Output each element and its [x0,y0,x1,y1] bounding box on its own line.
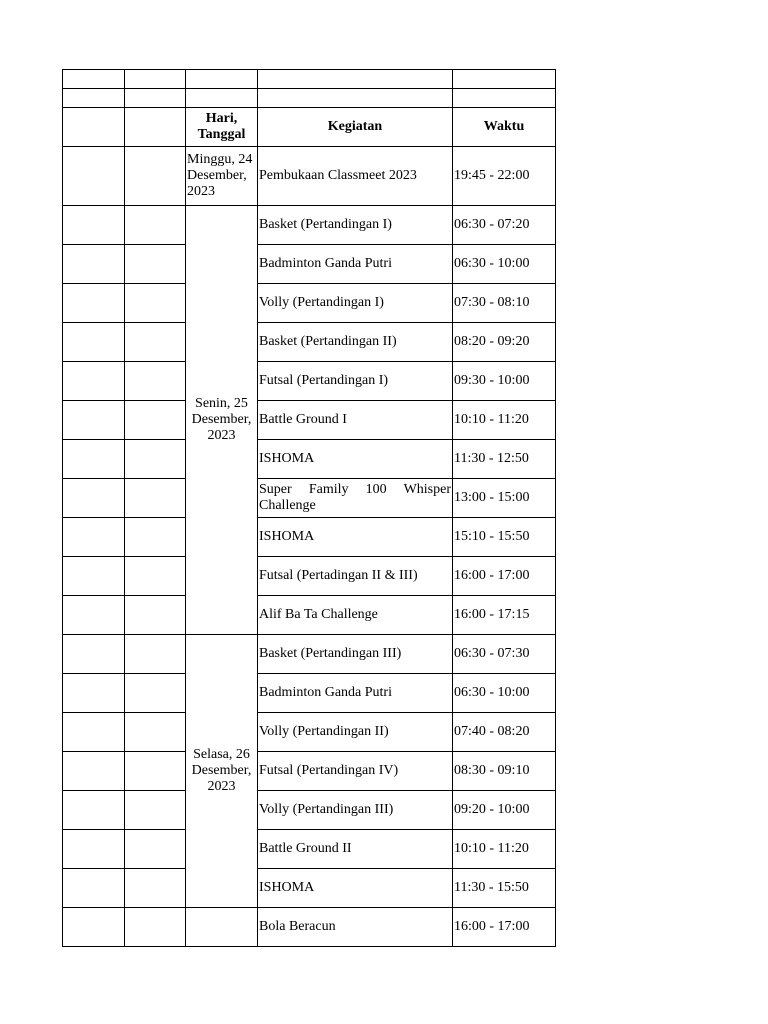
header-row [63,108,556,147]
empty-cell [125,869,186,908]
empty-cell [258,89,453,108]
empty-cell [63,752,125,791]
waktu-cell: 16:00 - 17:00 [453,908,556,947]
empty-cell [125,635,186,674]
kegiatan-cell: Badminton Ganda Putri [258,674,453,713]
header-waktu: Waktu [453,108,556,147]
waktu-cell: 15:10 - 15:50 [453,518,556,557]
empty-cell [258,70,453,89]
empty-cell [125,440,186,479]
empty-cell [453,70,556,89]
kegiatan-cell: Futsal (Pertandingan I) [258,362,453,401]
empty-cell [125,908,186,947]
waktu-cell: 08:30 - 09:10 [453,752,556,791]
waktu-cell: 07:30 - 08:10 [453,284,556,323]
table-row [63,440,556,479]
table-row [63,635,556,674]
waktu-cell: 11:30 - 15:50 [453,869,556,908]
empty-cell [63,518,125,557]
date-cell: Minggu, 24 Desember, 2023 [186,147,258,206]
empty-cell [63,206,125,245]
kegiatan-cell: Alif Ba Ta Challenge [258,596,453,635]
empty-cell [453,89,556,108]
table-row [63,245,556,284]
empty-cell [63,440,125,479]
empty-cell [186,89,258,108]
empty-cell [63,284,125,323]
empty-cell [125,752,186,791]
date-cell [186,908,258,947]
kegiatan-cell: Basket (Pertandingan II) [258,323,453,362]
empty-cell [125,479,186,518]
table-row [63,284,556,323]
table-row [63,713,556,752]
table-row [63,596,556,635]
table-row [63,791,556,830]
waktu-cell: 08:20 - 09:20 [453,323,556,362]
waktu-cell: 13:00 - 15:00 [453,479,556,518]
kegiatan-cell: Volly (Pertandingan II) [258,713,453,752]
table-row [63,479,556,518]
waktu-cell: 16:00 - 17:15 [453,596,556,635]
schedule-table [62,69,556,947]
empty-cell [63,635,125,674]
kegiatan-cell: Battle Ground II [258,830,453,869]
empty-cell [63,401,125,440]
empty-cell [63,908,125,947]
empty-cell [125,791,186,830]
empty-cell [125,674,186,713]
waktu-cell: 06:30 - 07:20 [453,206,556,245]
waktu-cell: 10:10 - 11:20 [453,830,556,869]
empty-cell [125,245,186,284]
waktu-cell: 09:30 - 10:00 [453,362,556,401]
kegiatan-cell: Basket (Pertandingan III) [258,635,453,674]
empty-cell [125,557,186,596]
date-cell: Selasa, 26 Desember, 2023 [186,635,258,908]
table-row [63,362,556,401]
table-row [63,206,556,245]
empty-cell [63,323,125,362]
kegiatan-cell: ISHOMA [258,440,453,479]
kegiatan-cell: Futsal (Pertandingan IV) [258,752,453,791]
schedule-body [63,70,556,947]
kegiatan-cell: Badminton Ganda Putri [258,245,453,284]
empty-cell [125,596,186,635]
empty-row [63,70,556,89]
empty-cell [125,518,186,557]
empty-cell [125,206,186,245]
empty-cell [63,479,125,518]
empty-cell [125,70,186,89]
waktu-cell: 06:30 - 07:30 [453,635,556,674]
table-row [63,557,556,596]
table-row [63,518,556,557]
waktu-cell: 07:40 - 08:20 [453,713,556,752]
empty-cell [63,557,125,596]
table-row [63,674,556,713]
table-row [63,830,556,869]
empty-cell [63,674,125,713]
table-row [63,401,556,440]
empty-cell [125,89,186,108]
empty-cell [63,869,125,908]
empty-cell [186,70,258,89]
empty-cell [125,284,186,323]
date-cell: Senin, 25 Desember, 2023 [186,206,258,635]
waktu-cell: 06:30 - 10:00 [453,674,556,713]
empty-cell [63,791,125,830]
header-hari-tanggal: Hari, Tanggal [186,108,258,147]
empty-row [63,89,556,108]
kegiatan-cell: Volly (Pertandingan I) [258,284,453,323]
kegiatan-cell: Volly (Pertandingan III) [258,791,453,830]
empty-cell [125,108,186,147]
kegiatan-cell: Super Family 100 Whisper Challenge [258,479,453,518]
table-row [63,147,556,206]
waktu-cell: 19:45 - 22:00 [453,147,556,206]
kegiatan-cell: Battle Ground I [258,401,453,440]
kegiatan-cell: Bola Beracun [258,908,453,947]
empty-cell [63,147,125,206]
empty-cell [63,362,125,401]
table-row [63,908,556,947]
kegiatan-cell: ISHOMA [258,869,453,908]
header-kegiatan: Kegiatan [258,108,453,147]
waktu-cell: 10:10 - 11:20 [453,401,556,440]
empty-cell [63,108,125,147]
empty-cell [63,70,125,89]
waktu-cell: 09:20 - 10:00 [453,791,556,830]
empty-cell [63,830,125,869]
empty-cell [125,323,186,362]
kegiatan-cell: Basket (Pertandingan I) [258,206,453,245]
empty-cell [125,147,186,206]
kegiatan-cell: Pembukaan Classmeet 2023 [258,147,453,206]
kegiatan-cell: Futsal (Pertadingan II & III) [258,557,453,596]
empty-cell [125,830,186,869]
waktu-cell: 06:30 - 10:00 [453,245,556,284]
empty-cell [63,89,125,108]
empty-cell [63,245,125,284]
waktu-cell: 16:00 - 17:00 [453,557,556,596]
empty-cell [125,362,186,401]
empty-cell [63,713,125,752]
table-row [63,752,556,791]
table-row [63,323,556,362]
kegiatan-cell: ISHOMA [258,518,453,557]
table-row [63,869,556,908]
empty-cell [63,596,125,635]
empty-cell [125,713,186,752]
waktu-cell: 11:30 - 12:50 [453,440,556,479]
empty-cell [125,401,186,440]
